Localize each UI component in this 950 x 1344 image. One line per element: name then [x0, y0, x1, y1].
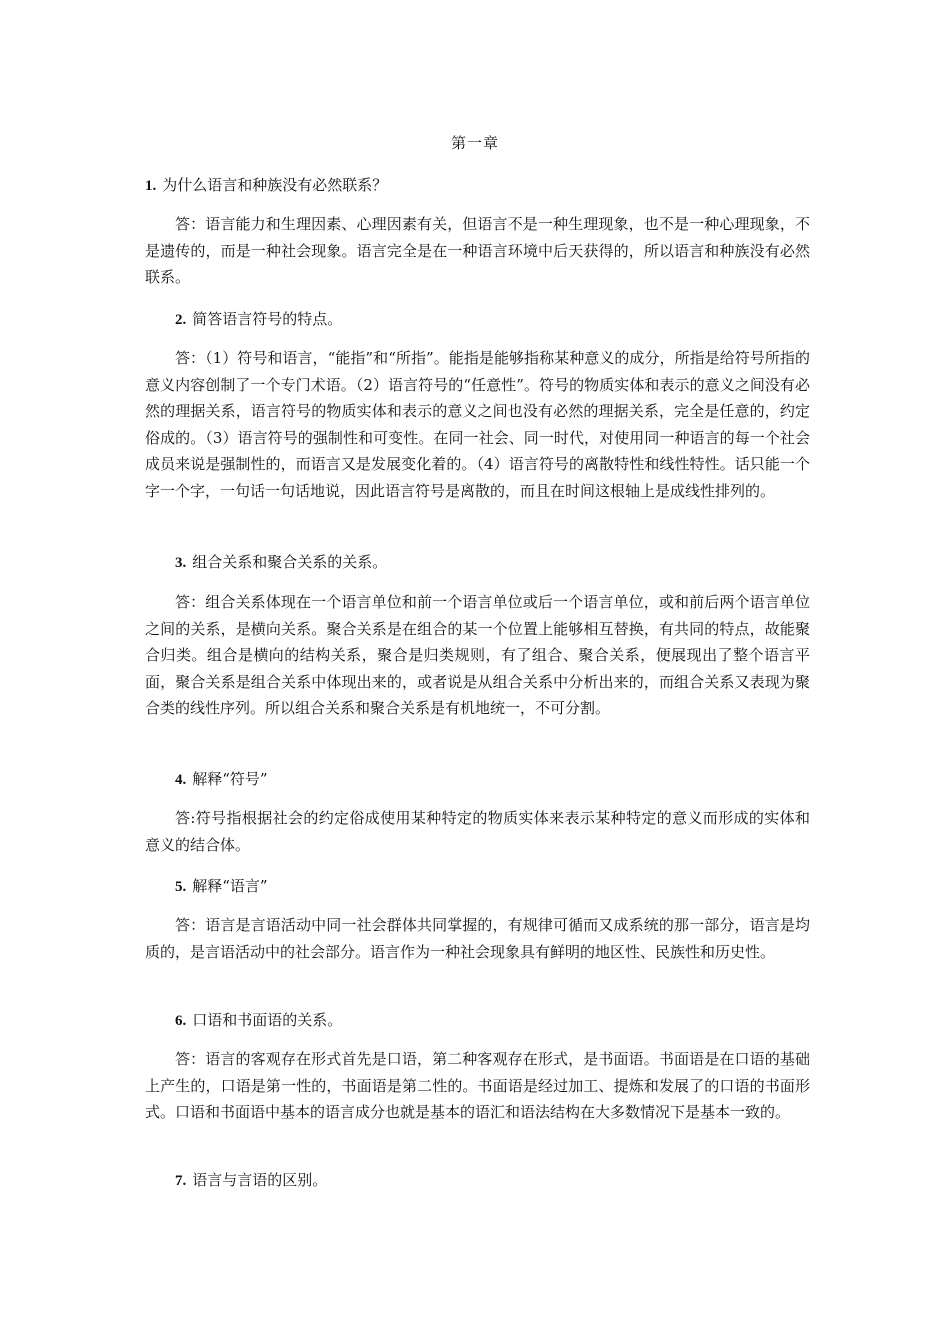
question-number: 7.	[175, 1173, 187, 1189]
question-number: 3.	[175, 555, 187, 571]
answer-2: 答：（1）符号和语言，“能指”和“所指”。能指是能够指称某种意义的成分，所指是给符号所指的意义内容创制了一个专门术语。（2）语言符号的“任意性”。符号的物质实体和表示的意义之间没有必然的理据关系，语言符号的物质实体和表示的意义之间也没有必然的理据关系，完全是任意的，约定俗成的。（3）语言符号的强制性和可变性。在同一社会、同一时代，对使用同一种语言的每一个社会成员来说是强制性的，而语言又是发展变化着的。（4）语言符号的离散特性和线性特性。话只能一个字一个字，一句话一句话地说，因此语言符号是离散的，而且在时间这根轴上是成线性排列的。	[145, 349, 810, 500]
question-6	[175, 1007, 342, 1035]
question-3	[175, 549, 387, 577]
question-text: 语言与言语的区别。	[192, 1171, 328, 1189]
question-text: 解释“符号”	[192, 770, 268, 788]
answer-5: 答：语言是言语活动中同一社会群体共同掌握的，有规律可循而又成系统的那一部分，语言是均质的，是言语活动中的社会部分。语言作为一种社会现象具有鲜明的地区性、民族性和历史性。	[145, 916, 810, 961]
question-5	[175, 873, 268, 901]
question-text: 简答语言符号的特点。	[192, 310, 343, 328]
question-text: 解释“语言”	[192, 877, 268, 895]
question-2	[175, 306, 342, 334]
question-number: 2.	[175, 312, 187, 328]
question-text: 组合关系和聚合关系的关系。	[192, 553, 388, 571]
answer-1: 答：语言能力和生理因素、心理因素有关，但语言不是一种生理现象，也不是一种心理现象，不是遗传的，而是一种社会现象。语言完全是在一种语言环境中后天获得的，所以语言和种族没有必然联系。	[145, 215, 810, 286]
chapter-title: 第一章	[450, 134, 499, 152]
question-number: 1.	[145, 178, 157, 194]
question-text: 为什么语言和种族没有必然联系？	[162, 176, 388, 194]
question-1	[145, 172, 387, 200]
question-7	[175, 1167, 327, 1195]
question-text: 口语和书面语的关系。	[192, 1011, 343, 1029]
question-number: 6.	[175, 1013, 187, 1029]
question-4	[175, 766, 268, 794]
answer-4: 答:符号指根据社会的约定俗成使用某种特定的物质实体来表示某种特定的意义而形成的实体和意义的结合体。	[145, 809, 810, 854]
answer-6: 答：语言的客观存在形式首先是口语，第二种客观存在形式，是书面语。书面语是在口语的基础上产生的，口语是第一性的，书面语是第二性的。书面语是经过加工、提炼和发展了的口语的书面形式。口语和书面语中基本的语言成分也就是基本的语汇和语法结构在大多数情况下是基本一致的。	[145, 1050, 810, 1121]
question-number: 4.	[175, 772, 187, 788]
answer-3: 答：组合关系体现在一个语言单位和前一个语言单位或后一个语言单位，或和前后两个语言单位之间的关系，是横向关系。聚合关系是在组合的某一个位置上能够相互替换，有共同的特点，故能聚合归类。组合是横向的结构关系，聚合是归类规则，有了组合、聚合关系，便展现出了整个语言平面，聚合关系是组合关系中体现出来的，或者说是从组合关系中分析出来的，而组合关系又表现为聚合类的线性序列。所以组合关系和聚合关系是有机地统一，不可分割。	[145, 593, 810, 717]
question-number: 5.	[175, 879, 187, 895]
